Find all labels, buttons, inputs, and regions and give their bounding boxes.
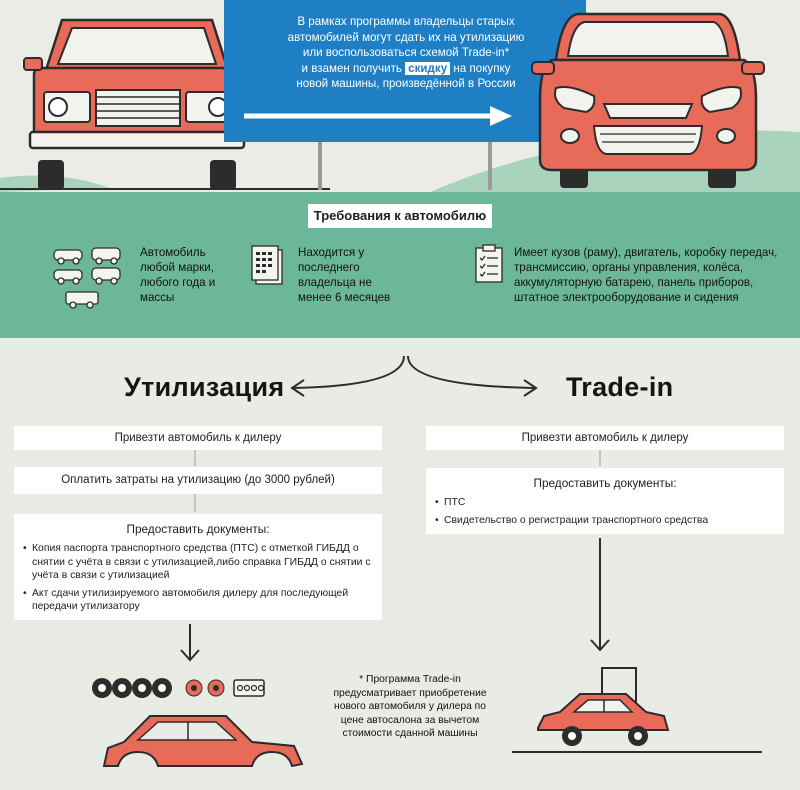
utilization-documents-title: Предоставить документы: — [126, 522, 270, 536]
tradein-step-bring-car: Привезти автомобиль к дилеру — [426, 426, 784, 450]
document-item: • Копия паспорта транспортного средства (ПТС) с отметкой ГИБДД о снятии с учёта в связи с утилизацией,либо справка ГИБДД о снятии с учёта в связи с утилизацией — [22, 542, 374, 583]
document-item: • Свидетельство о регистрации транспортного средства — [434, 514, 776, 528]
requirement-any-car: Автомобиль любой марки, любого года и массы — [140, 246, 216, 304]
requirements-title: Требования к автомобилю — [308, 204, 492, 228]
requirement-components: Имеет кузов (раму), двигатель, коробку передач, трансмиссию, органы управления, колёса, аккумуляторную батарею, панель приборов, штатное электрооборудование и сидения — [514, 246, 778, 304]
document-item: • Акт сдачи утилизируемого автомобиля дилеру для последующей передачи утилизатору — [22, 587, 374, 614]
utilization-step-pay: Оплатить затраты на утилизацию (до 3000 рублей) — [14, 467, 382, 494]
document-item: • ПТС — [434, 496, 776, 510]
tradein-heading: Trade-in — [566, 372, 674, 402]
tradein-footnote: * Программа Trade-in предусматривает приобретение нового автомобиля у дилера по цене автосалона за вычетом стоимости сданной машины — [333, 674, 487, 740]
utilization-heading: Утилизация — [124, 372, 285, 402]
new-car-showroom-icon — [508, 666, 768, 756]
sign-text: В рамках программы владельцы старых автомобилей могут сдать их на утилизацию или воспользоваться схемой Trade-in* и взамен получить скидку на покупку новой машины, произведённой в России — [287, 15, 525, 91]
utilization-step-bring-car: Привезти автомобиль к дилеру — [14, 426, 382, 450]
tradein-documents-title: Предоставить документы: — [533, 476, 677, 490]
requirement-ownership: Находится у последнего владельца не менее 6 месяцев — [298, 246, 391, 304]
discount-highlight: скидку — [405, 62, 450, 75]
